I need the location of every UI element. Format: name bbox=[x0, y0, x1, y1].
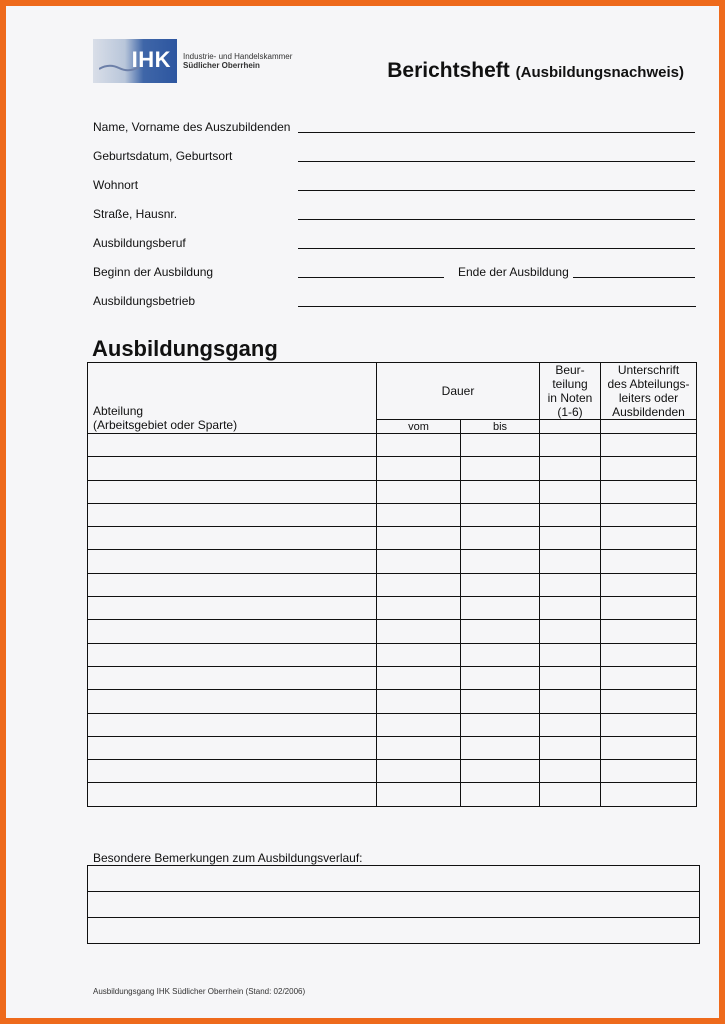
table-row bbox=[88, 760, 697, 783]
field-label-residence: Wohnort bbox=[93, 178, 139, 192]
cell-from[interactable] bbox=[377, 666, 461, 689]
cell-to[interactable] bbox=[461, 783, 540, 806]
remarks-row bbox=[88, 918, 700, 944]
cell-department[interactable] bbox=[88, 550, 377, 573]
field-line-name[interactable] bbox=[298, 132, 695, 133]
cell-department[interactable] bbox=[88, 457, 377, 480]
cell-grade[interactable] bbox=[540, 760, 601, 783]
cell-grade[interactable] bbox=[540, 503, 601, 526]
field-line-street[interactable] bbox=[298, 219, 695, 220]
cell-to[interactable] bbox=[461, 527, 540, 550]
cell-from[interactable] bbox=[377, 527, 461, 550]
cell-from[interactable] bbox=[377, 480, 461, 503]
remarks-cell[interactable] bbox=[88, 918, 700, 944]
logo-mark-text: IHK bbox=[131, 47, 171, 72]
header-department bbox=[88, 363, 377, 434]
header-grade bbox=[540, 363, 601, 420]
cell-department[interactable] bbox=[88, 736, 377, 759]
header-grade-blank bbox=[540, 420, 601, 434]
header-from: vom bbox=[377, 420, 461, 434]
header-signature-line: Ausbildenden bbox=[612, 405, 685, 419]
training-table bbox=[87, 362, 697, 807]
header-signature-line: des Abteilungs- bbox=[607, 377, 690, 391]
table-body bbox=[88, 434, 697, 807]
cell-signature[interactable] bbox=[601, 527, 697, 550]
header-signature-line: Unterschrift bbox=[617, 363, 680, 377]
cell-signature[interactable] bbox=[601, 783, 697, 806]
cell-signature[interactable] bbox=[601, 480, 697, 503]
remarks-body bbox=[88, 866, 700, 944]
cell-signature[interactable] bbox=[601, 736, 697, 759]
cell-from[interactable] bbox=[377, 434, 461, 457]
cell-department[interactable] bbox=[88, 783, 377, 806]
cell-from[interactable] bbox=[377, 760, 461, 783]
header-duration: Dauer bbox=[377, 363, 540, 420]
table-row bbox=[88, 736, 697, 759]
remarks-table bbox=[87, 865, 700, 944]
table-row bbox=[88, 620, 697, 643]
cell-department[interactable] bbox=[88, 480, 377, 503]
cell-grade[interactable] bbox=[540, 666, 601, 689]
cell-from[interactable] bbox=[377, 573, 461, 596]
cell-from[interactable] bbox=[377, 503, 461, 526]
cell-signature[interactable] bbox=[601, 666, 697, 689]
cell-signature[interactable] bbox=[601, 620, 697, 643]
cell-to[interactable] bbox=[461, 550, 540, 573]
cell-grade[interactable] bbox=[540, 480, 601, 503]
table-row bbox=[88, 527, 697, 550]
cell-to[interactable] bbox=[461, 690, 540, 713]
remarks-row bbox=[88, 892, 700, 918]
cell-from[interactable] bbox=[377, 783, 461, 806]
cell-signature[interactable] bbox=[601, 597, 697, 620]
cell-grade[interactable] bbox=[540, 620, 601, 643]
cell-signature[interactable] bbox=[601, 434, 697, 457]
cell-department[interactable] bbox=[88, 643, 377, 666]
table-row bbox=[88, 666, 697, 689]
cell-signature[interactable] bbox=[601, 643, 697, 666]
header-department-line1: Abteilung bbox=[93, 404, 144, 418]
field-label-birth: Geburtsdatum, Geburtsort bbox=[93, 149, 233, 163]
cell-signature[interactable] bbox=[601, 760, 697, 783]
cell-grade[interactable] bbox=[540, 643, 601, 666]
cell-department[interactable] bbox=[88, 713, 377, 736]
field-line-profession[interactable] bbox=[298, 248, 695, 249]
remarks-row bbox=[88, 866, 700, 892]
table-row bbox=[88, 783, 697, 806]
header-signature-line: leiters oder bbox=[618, 391, 679, 405]
field-line-birth[interactable] bbox=[298, 161, 695, 162]
cell-grade[interactable] bbox=[540, 573, 601, 596]
header-signature bbox=[601, 363, 697, 420]
cell-to[interactable] bbox=[461, 620, 540, 643]
cell-from[interactable] bbox=[377, 597, 461, 620]
field-label-end: Ende der Ausbildung bbox=[458, 265, 569, 279]
cell-to[interactable] bbox=[461, 713, 540, 736]
header-grade-line: in Noten bbox=[547, 391, 593, 405]
cell-grade[interactable] bbox=[540, 713, 601, 736]
table-row bbox=[88, 597, 697, 620]
table-row bbox=[88, 480, 697, 503]
logo-line1: Industrie- und Handelskammer bbox=[183, 52, 293, 61]
document-title-main: Berichtsheft bbox=[387, 59, 510, 82]
header-grade-line: Beur- bbox=[555, 363, 585, 377]
header-grade-line: teilung bbox=[552, 377, 588, 391]
table-row bbox=[88, 503, 697, 526]
cell-to[interactable] bbox=[461, 643, 540, 666]
cell-signature[interactable] bbox=[601, 690, 697, 713]
remarks-cell[interactable] bbox=[88, 866, 700, 892]
cell-grade[interactable] bbox=[540, 434, 601, 457]
cell-grade[interactable] bbox=[540, 597, 601, 620]
cell-signature[interactable] bbox=[601, 457, 697, 480]
cell-to[interactable] bbox=[461, 434, 540, 457]
cell-department[interactable] bbox=[88, 666, 377, 689]
field-label-name: Name, Vorname des Auszubildenden bbox=[93, 120, 291, 134]
table-row bbox=[88, 573, 697, 596]
cell-grade[interactable] bbox=[540, 783, 601, 806]
footer-text: Ausbildungsgang IHK Südlicher Oberrhein (Stand: 02/2006) bbox=[93, 987, 306, 996]
cell-to[interactable] bbox=[461, 666, 540, 689]
remarks-cell[interactable] bbox=[88, 892, 700, 918]
cell-department[interactable] bbox=[88, 527, 377, 550]
cell-from[interactable] bbox=[377, 690, 461, 713]
cell-from[interactable] bbox=[377, 713, 461, 736]
cell-to[interactable] bbox=[461, 503, 540, 526]
logo-line2: Südlicher Oberrhein bbox=[183, 61, 260, 70]
cell-to[interactable] bbox=[461, 480, 540, 503]
cell-signature[interactable] bbox=[601, 573, 697, 596]
cell-department[interactable] bbox=[88, 597, 377, 620]
table-row bbox=[88, 643, 697, 666]
cell-to[interactable] bbox=[461, 573, 540, 596]
table-header-row bbox=[88, 363, 697, 420]
cell-signature[interactable] bbox=[601, 503, 697, 526]
cell-from[interactable] bbox=[377, 736, 461, 759]
cell-from[interactable] bbox=[377, 643, 461, 666]
cell-department[interactable] bbox=[88, 760, 377, 783]
cell-grade[interactable] bbox=[540, 736, 601, 759]
cell-to[interactable] bbox=[461, 760, 540, 783]
field-label-street: Straße, Hausnr. bbox=[93, 207, 178, 221]
field-line-end[interactable] bbox=[573, 277, 695, 278]
cell-from[interactable] bbox=[377, 550, 461, 573]
field-line-start[interactable] bbox=[298, 277, 444, 278]
document-title-sub: (Ausbildungsnachweis) bbox=[515, 64, 684, 81]
cell-signature[interactable] bbox=[601, 713, 697, 736]
cell-signature[interactable] bbox=[601, 550, 697, 573]
field-label-profession: Ausbildungsberuf bbox=[93, 236, 186, 250]
section-heading: Ausbildungsgang bbox=[92, 336, 278, 361]
remarks-label: Besondere Bemerkungen zum Ausbildungsverlauf: bbox=[93, 851, 363, 865]
logo-text bbox=[183, 52, 292, 70]
document-title bbox=[387, 59, 684, 83]
cell-grade[interactable] bbox=[540, 550, 601, 573]
header-department-line2: (Arbeitsgebiet oder Sparte) bbox=[93, 418, 238, 432]
field-label-company: Ausbildungsbetrieb bbox=[93, 294, 196, 308]
table-row bbox=[88, 434, 697, 457]
cell-from[interactable] bbox=[377, 620, 461, 643]
ihk-logo-mark bbox=[93, 39, 177, 83]
cell-from[interactable] bbox=[377, 457, 461, 480]
ihk-logo bbox=[93, 39, 292, 83]
table-row bbox=[88, 457, 697, 480]
cell-department[interactable] bbox=[88, 434, 377, 457]
table-row bbox=[88, 690, 697, 713]
header-to: bis bbox=[461, 420, 540, 434]
cell-department[interactable] bbox=[88, 690, 377, 713]
cell-grade[interactable] bbox=[540, 457, 601, 480]
cell-grade[interactable] bbox=[540, 690, 601, 713]
field-label-start: Beginn der Ausbildung bbox=[93, 265, 214, 279]
field-line-residence[interactable] bbox=[298, 190, 695, 191]
header-grade-line: (1-6) bbox=[557, 405, 583, 419]
cell-department[interactable] bbox=[88, 620, 377, 643]
cell-to[interactable] bbox=[461, 736, 540, 759]
cell-department[interactable] bbox=[88, 503, 377, 526]
field-line-company[interactable] bbox=[298, 306, 696, 307]
cell-department[interactable] bbox=[88, 573, 377, 596]
table-row bbox=[88, 550, 697, 573]
header-signature-blank bbox=[601, 420, 697, 434]
cell-to[interactable] bbox=[461, 457, 540, 480]
cell-to[interactable] bbox=[461, 597, 540, 620]
table-row bbox=[88, 713, 697, 736]
cell-grade[interactable] bbox=[540, 527, 601, 550]
